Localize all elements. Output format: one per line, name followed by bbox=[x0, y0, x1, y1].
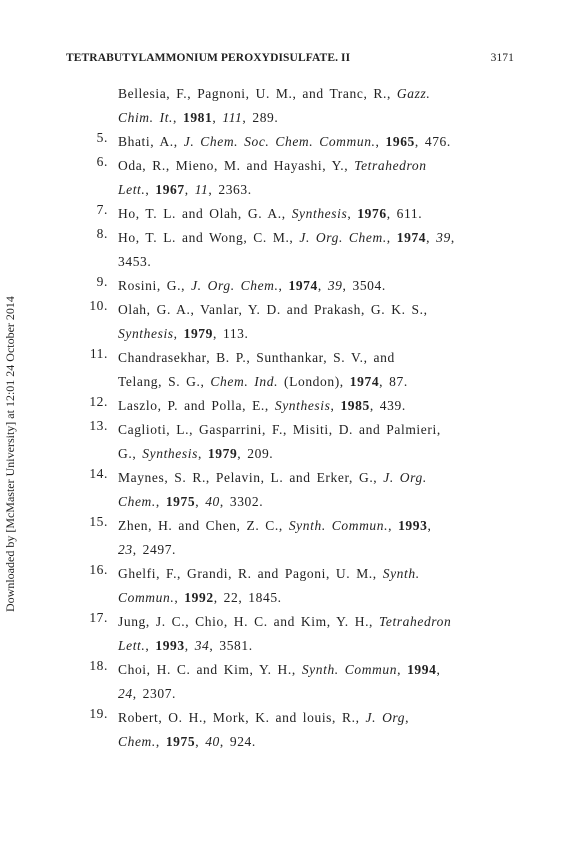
running-header bbox=[66, 52, 514, 70]
reference-text: , bbox=[436, 662, 441, 677]
reference-line bbox=[118, 226, 514, 250]
page-number: 3171 bbox=[490, 52, 514, 64]
italic-text: Tetrahedron bbox=[379, 614, 452, 629]
reference-text: , 209. bbox=[237, 446, 274, 461]
reference-line bbox=[118, 562, 514, 586]
reference-text: , 476. bbox=[414, 134, 451, 149]
bold-text: 1979 bbox=[207, 446, 238, 461]
reference-line bbox=[118, 730, 514, 754]
reference-text: , bbox=[155, 734, 166, 749]
reference-text: Bhati, A., bbox=[118, 134, 184, 149]
reference-entry bbox=[84, 202, 514, 226]
italic-text: 40 bbox=[205, 494, 220, 509]
reference-line bbox=[118, 154, 514, 178]
reference-entry bbox=[84, 514, 514, 562]
reference-text: , bbox=[184, 182, 195, 197]
bold-text: 1967 bbox=[155, 182, 185, 197]
reference-entry bbox=[84, 394, 514, 418]
reference-entry bbox=[84, 346, 514, 394]
reference-line bbox=[118, 586, 514, 610]
reference-number: 14. bbox=[89, 466, 108, 481]
reference-line bbox=[118, 322, 514, 346]
reference-line bbox=[118, 514, 514, 538]
reference-line bbox=[118, 106, 514, 130]
reference-text: , bbox=[212, 110, 223, 125]
italic-text: 111 bbox=[222, 110, 243, 125]
reference-text: , 2363. bbox=[208, 182, 252, 197]
bold-text: 1981 bbox=[182, 110, 213, 125]
reference-entry bbox=[84, 274, 514, 298]
reference-entry bbox=[84, 466, 514, 514]
reference-entry bbox=[84, 298, 514, 346]
bold-text: 1975 bbox=[165, 494, 196, 509]
reference-line bbox=[118, 178, 514, 202]
italic-text: Chim. It. bbox=[118, 110, 174, 125]
bold-text: 1994 bbox=[407, 662, 437, 677]
reference-text: Jung, J. C., Chio, H. C. and Kim, Y. H., bbox=[118, 614, 379, 629]
reference-text: , 924. bbox=[219, 734, 256, 749]
running-title: TETRABUTYLAMMONIUM PEROXYDISULFATE. II bbox=[66, 52, 351, 64]
italic-text: J. Org. bbox=[383, 470, 427, 485]
reference-number: 13. bbox=[89, 418, 108, 433]
italic-text: Synthesis bbox=[142, 446, 198, 461]
reference-text: , bbox=[450, 230, 455, 245]
reference-number: 17. bbox=[89, 610, 108, 625]
reference-text: , 2307. bbox=[132, 686, 177, 701]
reference-text: Zhen, H. and Chen, Z. C., bbox=[118, 518, 289, 533]
reference-line bbox=[118, 706, 514, 730]
reference-number: 6. bbox=[96, 154, 108, 169]
reference-text: , 439. bbox=[369, 398, 406, 413]
reference-entry bbox=[84, 130, 514, 154]
reference-number: 8. bbox=[96, 226, 108, 241]
italic-text: 23 bbox=[118, 542, 133, 557]
italic-text: Synthesis bbox=[291, 206, 348, 221]
italic-text: Lett. bbox=[118, 182, 146, 197]
reference-entry bbox=[84, 154, 514, 202]
reference-text: , 289. bbox=[242, 110, 279, 125]
reference-text: Oda, R., Mieno, M. and Hayashi, Y., bbox=[118, 158, 355, 173]
reference-text: , bbox=[397, 662, 408, 677]
reference-text: , bbox=[145, 182, 156, 197]
reference-number: 16. bbox=[89, 562, 108, 577]
reference-text: , bbox=[184, 638, 195, 653]
reference-text: , bbox=[386, 230, 397, 245]
bold-text: 1993 bbox=[398, 518, 428, 533]
reference-text: Telang, S. G., bbox=[118, 374, 211, 389]
reference-text: , bbox=[388, 518, 399, 533]
reference-line bbox=[118, 346, 514, 370]
reference-text: Rosini, G., bbox=[118, 278, 192, 293]
reference-line bbox=[118, 682, 514, 706]
reference-number: 5. bbox=[96, 130, 108, 145]
reference-text: , bbox=[195, 494, 206, 509]
italic-text: Synthesis bbox=[118, 326, 174, 341]
download-notice: Downloaded by [McMaster University] at 12:01 24 October 2014 bbox=[3, 296, 17, 612]
reference-text: Ho, T. L. and Olah, G. A., bbox=[118, 206, 292, 221]
italic-text: 11 bbox=[194, 182, 209, 197]
reference-number: 18. bbox=[89, 658, 108, 673]
italic-text: Chem. Ind. bbox=[210, 374, 279, 389]
italic-text: Synthesis bbox=[274, 398, 331, 413]
bold-text: 1992 bbox=[184, 590, 214, 605]
reference-line bbox=[118, 418, 514, 442]
italic-text: 34 bbox=[194, 638, 210, 653]
reference-text: , bbox=[145, 638, 156, 653]
reference-text: , 611. bbox=[386, 206, 423, 221]
reference-text: , bbox=[195, 734, 206, 749]
reference-text: , 87. bbox=[379, 374, 408, 389]
reference-line bbox=[118, 250, 514, 274]
reference-text: Ho, T. L. and Wong, C. M., bbox=[118, 230, 300, 245]
reference-text: , 3581. bbox=[209, 638, 253, 653]
italic-text: Lett. bbox=[118, 638, 146, 653]
bold-text: 1976 bbox=[357, 206, 387, 221]
reference-text: Choi, H. C. and Kim, Y. H., bbox=[118, 662, 302, 677]
reference-entry bbox=[84, 610, 514, 658]
reference-text: , bbox=[317, 278, 328, 293]
reference-text: (London), bbox=[278, 374, 350, 389]
reference-text: Caglioti, L., Gasparrini, F., Misiti, D. and Palmieri, bbox=[118, 422, 441, 437]
reference-line bbox=[118, 394, 514, 418]
italic-text: J. Org. Chem. bbox=[191, 278, 279, 293]
reference-line bbox=[118, 490, 514, 514]
italic-text: J. Org bbox=[365, 710, 406, 725]
reference-entry bbox=[84, 562, 514, 610]
italic-text: J. Org. Chem. bbox=[299, 230, 387, 245]
reference-text: 3453. bbox=[118, 254, 152, 269]
reference-line bbox=[118, 466, 514, 490]
reference-number: 7. bbox=[96, 202, 108, 217]
reference-text: Robert, O. H., Mork, K. and louis, R., bbox=[118, 710, 366, 725]
reference-text: , bbox=[427, 518, 432, 533]
reference-text: , 3504. bbox=[342, 278, 386, 293]
reference-entry bbox=[84, 706, 514, 754]
reference-text: , bbox=[330, 398, 341, 413]
reference-line bbox=[118, 442, 514, 466]
italic-text: 39 bbox=[436, 230, 451, 245]
italic-text: Chem. bbox=[118, 734, 156, 749]
bold-text: 1975 bbox=[165, 734, 196, 749]
reference-entry bbox=[84, 226, 514, 274]
reference-entry bbox=[84, 418, 514, 466]
reference-line bbox=[118, 298, 514, 322]
italic-text: 24 bbox=[118, 686, 133, 701]
reference-number: 9. bbox=[96, 274, 108, 289]
reference-line bbox=[118, 610, 514, 634]
reference-line bbox=[118, 538, 514, 562]
reference-text: , 22, 1845. bbox=[213, 590, 282, 605]
reference-text: , bbox=[405, 710, 410, 725]
italic-text: Tetrahedron bbox=[354, 158, 427, 173]
reference-text: Olah, G. A., Vanlar, Y. D. and Prakash, G. K. S., bbox=[118, 302, 428, 317]
reference-text: , bbox=[173, 110, 183, 125]
reference-list bbox=[84, 82, 514, 754]
bold-text: 1993 bbox=[155, 638, 185, 653]
italic-text: Commun. bbox=[118, 590, 175, 605]
italic-text: Gazz. bbox=[396, 86, 431, 101]
italic-text: Synth. Commun. bbox=[288, 518, 389, 533]
italic-text: J. Chem. Soc. Chem. Commun. bbox=[183, 134, 376, 149]
reference-text: , bbox=[347, 206, 358, 221]
reference-text: , bbox=[155, 494, 166, 509]
reference-entry bbox=[84, 658, 514, 706]
reference-number: 15. bbox=[89, 514, 108, 529]
reference-line bbox=[118, 370, 514, 394]
italic-text: Chem. bbox=[118, 494, 156, 509]
italic-text: Synth. bbox=[382, 566, 420, 581]
bold-text: 1974 bbox=[349, 374, 380, 389]
reference-number: 10. bbox=[89, 298, 108, 313]
reference-entry bbox=[84, 82, 514, 130]
bold-text: 1985 bbox=[340, 398, 370, 413]
reference-text: , bbox=[197, 446, 208, 461]
reference-text: Maynes, S. R., Pelavin, L. and Erker, G., bbox=[118, 470, 384, 485]
reference-line bbox=[118, 82, 514, 106]
reference-text: , bbox=[426, 230, 437, 245]
bold-text: 1974 bbox=[396, 230, 427, 245]
italic-text: Synth. Commun bbox=[301, 662, 398, 677]
reference-text: , 2497. bbox=[132, 542, 177, 557]
italic-text: 40 bbox=[205, 734, 220, 749]
reference-number: 19. bbox=[89, 706, 108, 721]
reference-text: G., bbox=[118, 446, 143, 461]
reference-text: , 3302. bbox=[219, 494, 264, 509]
reference-number: 12. bbox=[89, 394, 108, 409]
italic-text: 39 bbox=[327, 278, 343, 293]
reference-line bbox=[118, 634, 514, 658]
reference-text: Bellesia, F., Pagnoni, U. M., and Tranc, R., bbox=[118, 86, 397, 101]
bold-text: 1974 bbox=[288, 278, 318, 293]
reference-text: Ghelfi, F., Grandi, R. and Pagoni, U. M., bbox=[118, 566, 383, 581]
reference-text: , 113. bbox=[213, 326, 249, 341]
reference-line bbox=[118, 202, 514, 226]
reference-text: , bbox=[173, 326, 184, 341]
reference-line bbox=[118, 130, 514, 154]
reference-text: Laszlo, P. and Polla, E., bbox=[118, 398, 275, 413]
reference-text: , bbox=[174, 590, 185, 605]
bold-text: 1979 bbox=[183, 326, 214, 341]
reference-text: , bbox=[278, 278, 289, 293]
bold-text: 1965 bbox=[385, 134, 415, 149]
reference-line bbox=[118, 658, 514, 682]
reference-line bbox=[118, 274, 514, 298]
reference-text: Chandrasekhar, B. P., Sunthankar, S. V., and bbox=[118, 350, 395, 365]
reference-text: , bbox=[375, 134, 386, 149]
reference-number: 11. bbox=[89, 346, 108, 361]
